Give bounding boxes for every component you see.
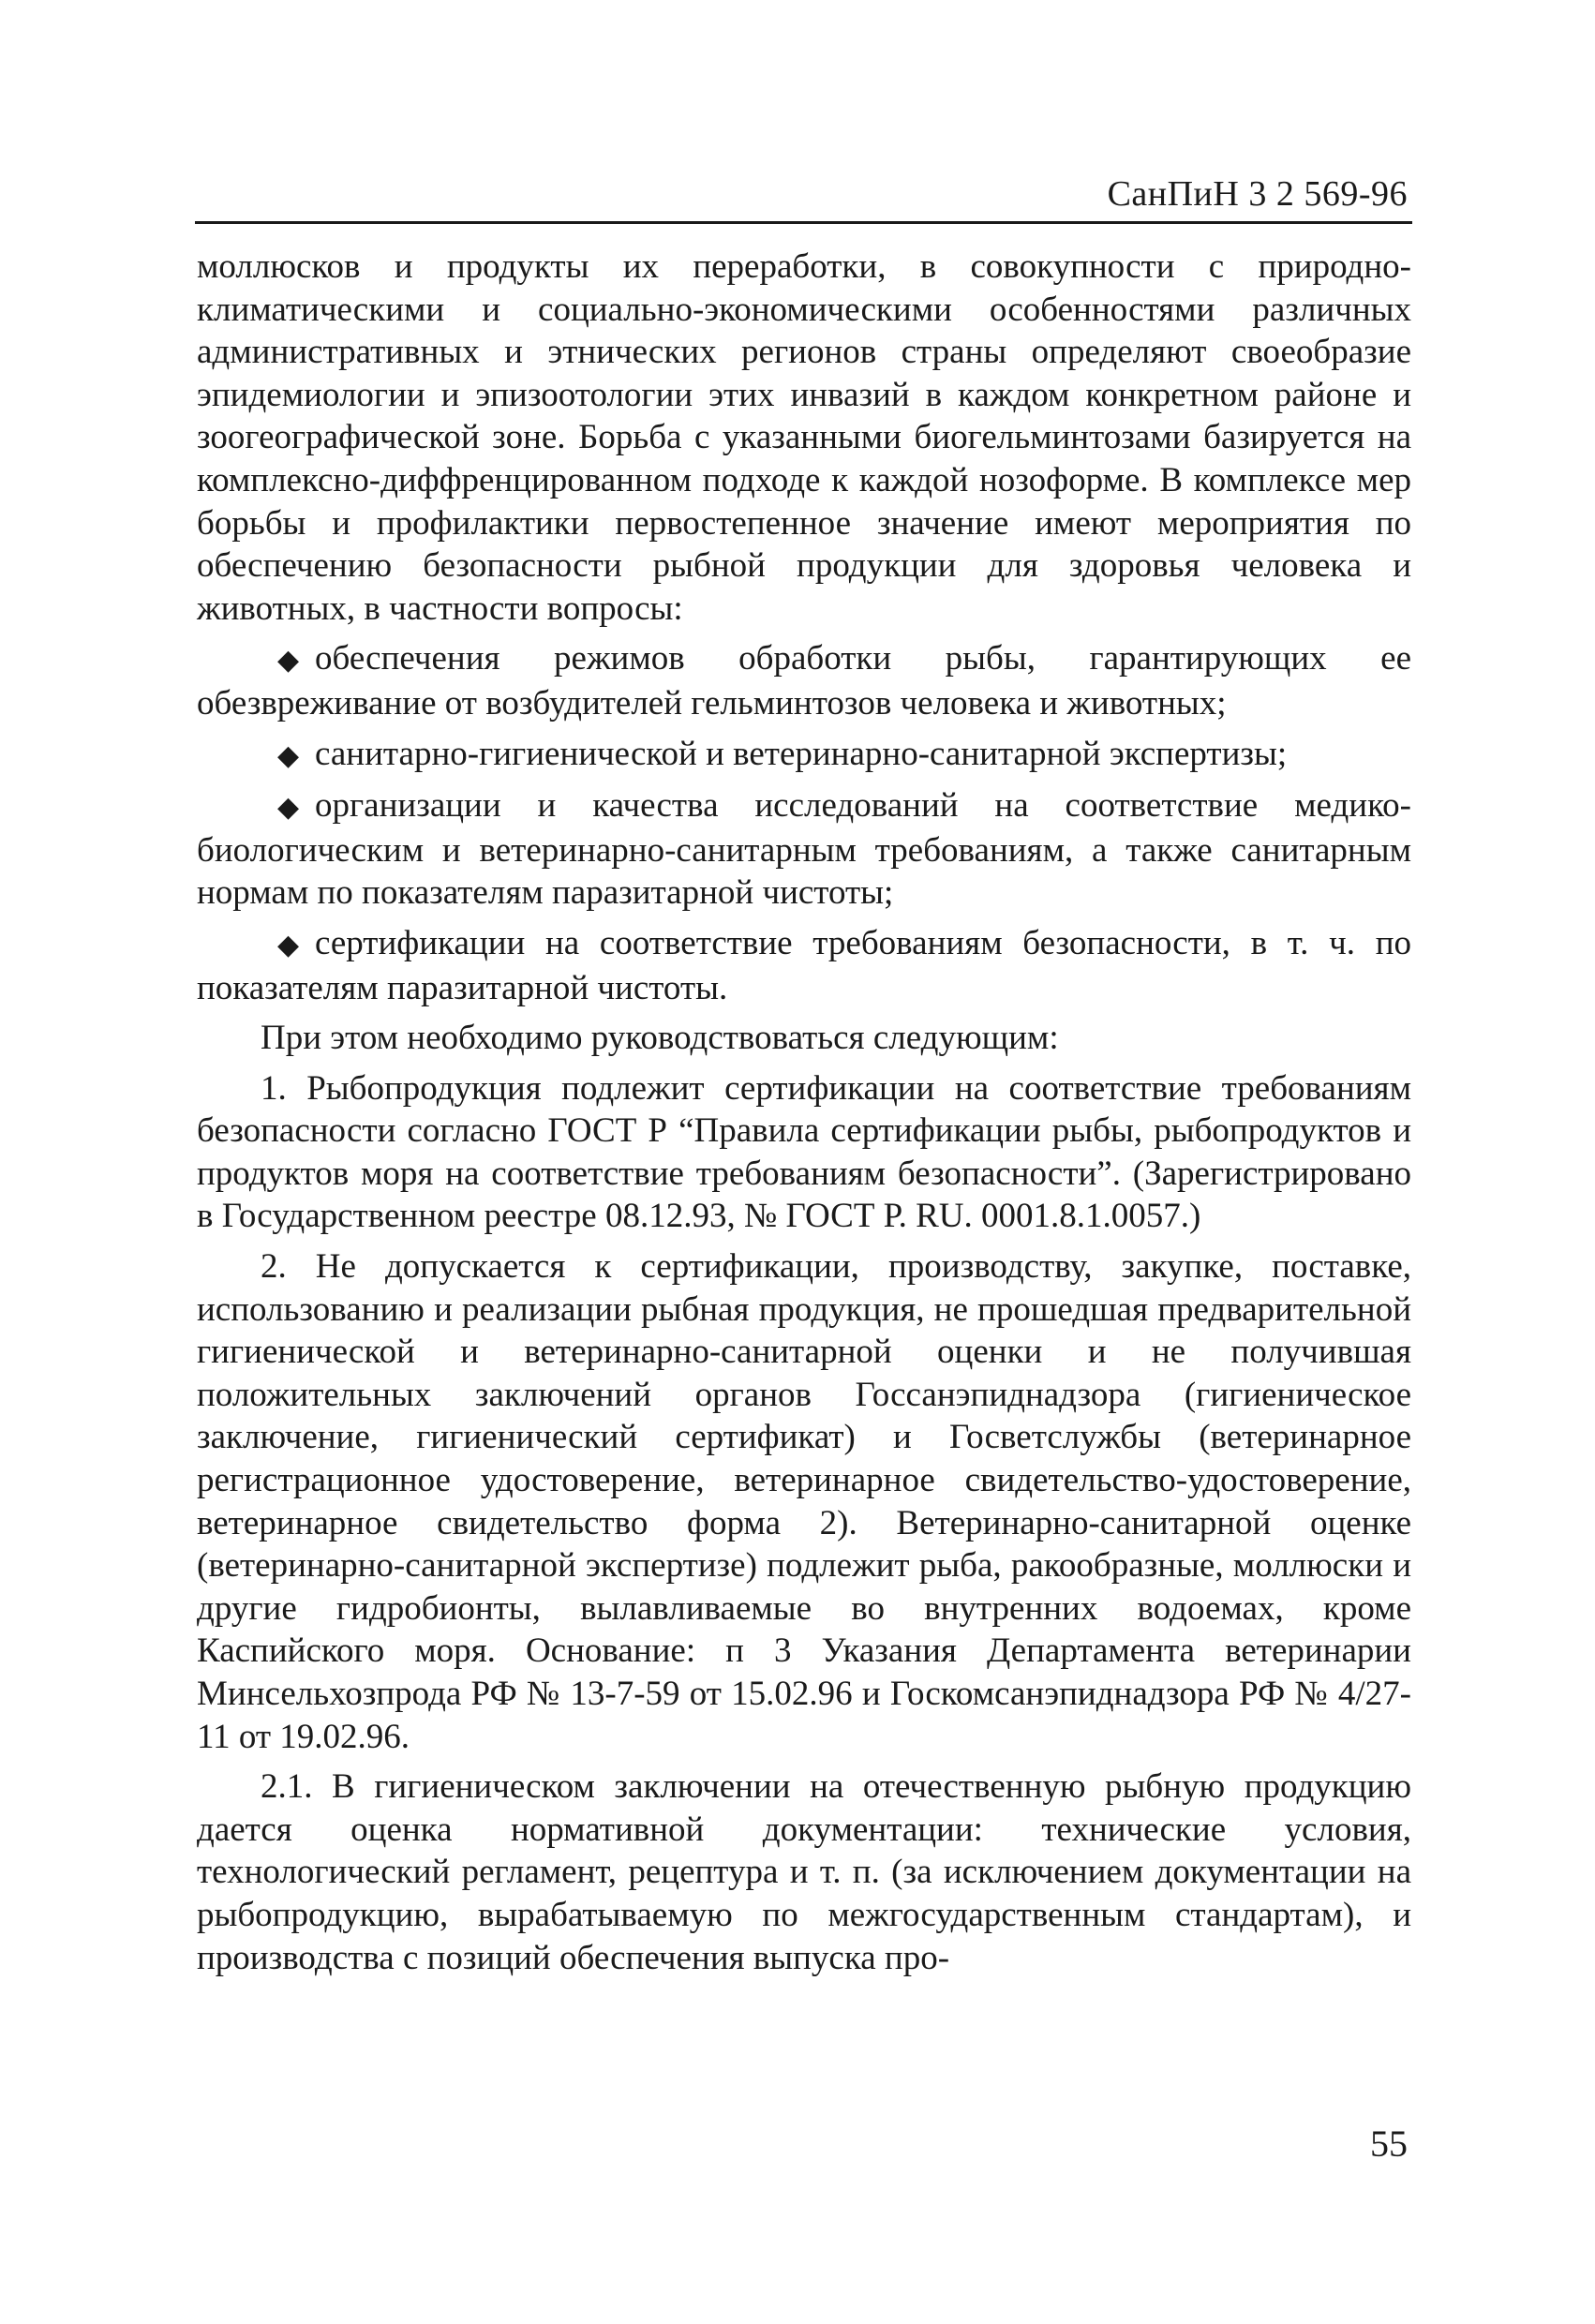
bullet-item [197, 637, 1411, 724]
header-rule [195, 221, 1412, 224]
paragraph-item-2: 2. Не допускается к сертификации, производству, закупке, поставке, использованию и реализации рыбная продукция, не прошедшая предварительной гигиенической и ветеринарно-санитарной оценки и не получившая положительных заключений органов Госсанэпиднадзора (гигиеническое заключение, гигиенический сертификат) и Госветслужбы (ветеринарное регистрационное удостоверение, ветеринарное свидетельство-удостоверение, ветеринарное свидетельство форма 2). Ветеринарно-санитарной оценке (ветеринарно-санитарной экспертизе) подлежит рыба, ракообразные, моллюски и другие гидробионты, вылавливаемые во внутренних водоемах, кроме Каспийского моря. Основание: п 3 Указания Департамента ветеринарии Минсельхозпрода РФ № 13-7-59 от 15.02.96 и Госкомсанэпиднадзора РФ № 4/27-11 от 19.02.96. [197, 1247, 1411, 1756]
bullet-text: санитарно-гигиенической и ветеринарно-санитарной экспертизы; [315, 734, 1288, 773]
bullet-text: организации и качества исследований на соответствие медико-биологическим и ветеринарно-санитарным требованиям, а также санитарным нормам по показателям паразитарной чистоты; [197, 786, 1411, 913]
bullet-item [197, 733, 1411, 778]
diamond-bullet-icon: ◆ [277, 645, 300, 677]
paragraph-item-2-1: 2.1. В гигиеническом заключении на отечественную рыбную продукцию дается оценка нормативной документации: технические условия, технологический регламент, рецептура и т. п. (за исключением документации на рыбопродукцию, вырабатываемую по межгосударственным стандартам), и производства с позиций обеспечения выпуска про- [197, 1767, 1411, 1977]
bullet-text: обеспечения режимов обработки рыбы, гарантирующих ее обезвреживание от возбудителей гельминтозов человека и животных; [197, 639, 1411, 723]
diamond-bullet-icon: ◆ [277, 792, 300, 824]
paragraph-intro: При этом необходимо руководствоваться следующим: [261, 1019, 1059, 1058]
bullet-item [197, 784, 1411, 915]
bullet-text: сертификации на соответствие требованиям безопасности, в т. ч. по показателям паразитарной чистоты. [197, 923, 1411, 1007]
bullet-item [197, 922, 1411, 1009]
body-text [197, 246, 1411, 1987]
paragraph-continuation: моллюсков и продукты их переработки, в совокупности с природно-климатическими и социально-экономическими особенностями различных административных и этнических регионов страны определяют своеобразие эпидемиологии и эпизоотологии этих инвазий в каждом конкретном районе и зоогеографической зоне. Борьба с указанными биогельминтозами базируется на комплексно-диффренцированном подходе к каждой нозоформе. В комплексе мер борьбы и профилактики первостепенное значение имеют мероприятия по обеспечению безопасности рыбной продукции для здоровья человека и животных, в частности вопросы: [197, 247, 1411, 628]
running-header: СанПиН 3 2 569-96 [1107, 174, 1408, 214]
paragraph-item-1: 1. Рыбопродукция подлежит сертификации на соответствие требованиям безопасности согласно ГОСТ Р “Правила сертификации рыбы, рыбопродуктов и продуктов моря на соответствие требованиям безопасности”. (Зарегистрировано в Государственном реестре 08.12.93, № ГОСТ Р. RU. 0001.8.1.0057.) [197, 1068, 1411, 1236]
diamond-bullet-icon: ◆ [277, 929, 300, 961]
diamond-bullet-icon: ◆ [277, 739, 300, 771]
page-number: 55 [1370, 2123, 1408, 2165]
